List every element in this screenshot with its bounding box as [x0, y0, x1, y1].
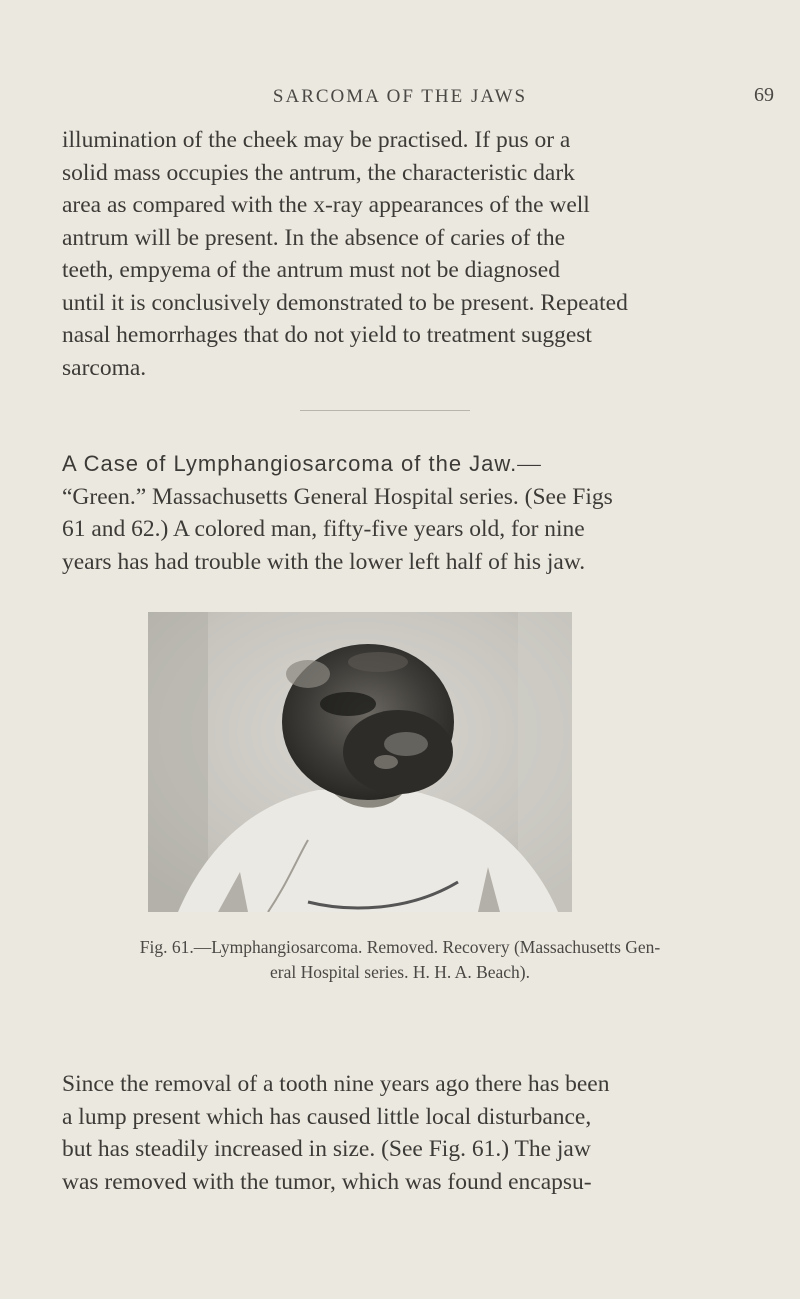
after-paragraph	[62, 1068, 800, 1198]
case-heading-line	[62, 448, 800, 481]
text-line: area as compared with the x-ray appearances of the well	[62, 192, 590, 218]
text-line: until it is conclusively demonstrated to be present. Repeated	[62, 289, 628, 316]
text-line: Since the removal of a tooth nine years ago there has been	[62, 1071, 610, 1097]
title-dash: —	[517, 451, 541, 477]
text-line: was removed with the tumor, which was found encapsu-	[62, 1168, 592, 1195]
text-line: a lump present which has caused little local disturbance,	[62, 1103, 592, 1130]
text-line: nasal hemorrhages that do not yield to treatment suggest	[62, 322, 592, 348]
text-line: but has steadily increased in size. (See Fig. 61.) The jaw	[62, 1136, 591, 1162]
text-line: years has had trouble with the lower left half of his jaw.	[62, 548, 586, 575]
case-title: A Case of Lymphangiosarcoma of the Jaw.	[62, 451, 518, 476]
caption-line: Fig. 61.—Lymphangiosarcoma. Removed. Recovery (Massachusetts Gen-	[139, 937, 661, 957]
figure-caption	[0, 935, 800, 985]
caption-line: eral Hospital series. H. H. A. Beach).	[270, 962, 530, 982]
text-line: sarcoma.	[62, 354, 147, 381]
patient-photograph	[148, 612, 572, 912]
page-number: 69	[754, 84, 774, 106]
running-title: SARCOMA OF THE JAWS	[272, 86, 528, 107]
text-line: 61 and 62.) A colored man, fifty-five years old, for nine	[62, 516, 585, 542]
text-line: solid mass occupies the antrum, the characteristic dark	[62, 159, 575, 186]
text-line: teeth, empyema of the antrum must not be diagnosed	[62, 257, 560, 283]
running-header	[0, 80, 800, 110]
text-line: antrum will be present. In the absence of caries of the	[62, 224, 566, 251]
photograph-illustration	[148, 612, 572, 912]
text-line: illumination of the cheek may be practised. If pus or a	[62, 127, 571, 153]
intro-paragraph	[62, 124, 800, 384]
text-line: “Green.” Massachusetts General Hospital series. (See Figs	[62, 483, 613, 510]
case-paragraph	[62, 448, 800, 578]
section-divider	[300, 410, 470, 411]
